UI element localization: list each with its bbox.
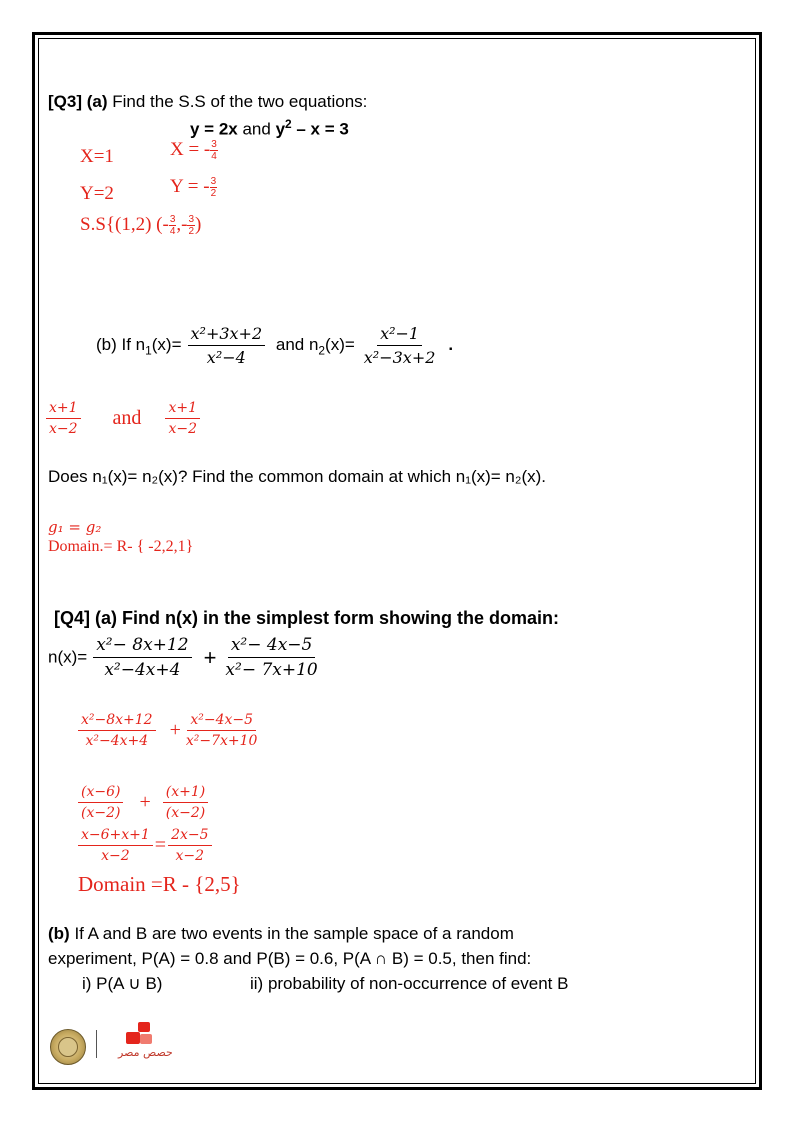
q4-step2-plus: + — [139, 791, 151, 813]
q3b-mid2: (x)= — [325, 334, 355, 354]
logo-divider — [96, 1030, 97, 1058]
q4-step1 — [78, 712, 260, 749]
q3b-ans-num1: x+1 — [46, 400, 81, 419]
q4-plus: + — [203, 644, 217, 670]
q4b-line2: experiment, P(A) = 0.8 and P(B) = 0.6, P(A ∩ B) = 0.5, then find: — [48, 949, 532, 968]
q3b-ans-frac2 — [165, 400, 200, 437]
q3-ans-ss — [80, 214, 201, 237]
q4-step1-num2: x²−4x−5 — [187, 712, 256, 731]
q3-ans-ss-frac2 — [187, 214, 195, 237]
q4-step3-num1: x−6+x+1 — [78, 827, 153, 846]
q4-step1-den1: x²−4x+4 — [85, 733, 149, 749]
q3-ans-ss-n1: 3 — [169, 214, 176, 226]
q3b-ans-and: and — [112, 407, 142, 429]
q4-term2 — [222, 635, 320, 680]
q3b-ans-den1: x−2 — [49, 421, 78, 437]
q3b-sub2: 2 — [318, 343, 326, 358]
q3-ans-y2-frac — [210, 176, 218, 199]
brand-square-icon — [126, 1032, 140, 1044]
q4-step2-den1: (x−2) — [81, 805, 121, 821]
q4b-part-i: i) P(A ∪ B) — [82, 974, 163, 993]
q3-prompt: Find the S.S of the two equations: — [107, 92, 368, 111]
q4-step3-frac1 — [78, 827, 153, 864]
q3b-domain: Domain.= R- { -2,2,1} — [48, 538, 194, 555]
q3-equations — [190, 117, 349, 140]
q4-term1 — [93, 635, 191, 680]
brand-text: حصص مصر — [118, 1046, 173, 1059]
brand-square-icon — [138, 1022, 150, 1032]
q3b-ans-frac1 — [46, 400, 81, 437]
q3-ans-ss-suffix: ) — [195, 214, 202, 235]
q4-domain: Domain =R - {2,5} — [78, 872, 241, 896]
q4-expression — [48, 635, 321, 680]
q3-ans-y2 — [170, 176, 217, 199]
q4-step3-frac2 — [168, 827, 211, 864]
q4-step2-frac2 — [163, 784, 208, 821]
q4-step1-plus: + — [169, 719, 181, 741]
q4-step1-num1: x²−8x+12 — [78, 712, 156, 731]
q3b-n2-fraction — [361, 324, 439, 367]
q3b-statement — [96, 324, 453, 367]
q4b-line1 — [48, 924, 514, 944]
q4-term1-den: x²−4x+4 — [104, 660, 181, 680]
q3-eq-a: y = 2x — [190, 119, 238, 139]
q3b-dot: . — [448, 334, 454, 354]
q3-ans-x2 — [170, 139, 218, 162]
q3-ans-ss-d2: 2 — [188, 226, 195, 238]
q4-heading: [Q4] (a) Find n(x) in the simplest form showing the domain: — [54, 608, 560, 628]
q3b-n2-num: x²−1 — [377, 324, 422, 346]
q4-step1-frac1 — [78, 712, 156, 749]
q3b-n1-num: x²+3x+2 — [188, 324, 266, 346]
q4-term2-num: x²− 4x−5 — [228, 635, 316, 658]
q3-ans-y2-prefix: Y = - — [170, 176, 210, 197]
q3-ans-ss-mid: ,- — [176, 214, 188, 235]
ministry-seal-icon — [50, 1029, 86, 1065]
q4-n-label: n(x)= — [48, 647, 88, 667]
q3-heading — [48, 92, 367, 112]
q3-ans-ss-d1: 4 — [169, 226, 176, 238]
q3b-sub1: 1 — [145, 343, 152, 358]
q3-label: [Q3] (a) — [48, 92, 108, 111]
brand-square-icon — [140, 1034, 152, 1044]
q3b-ans-den2: x−2 — [168, 421, 197, 437]
q4-step3-equals: = — [154, 834, 167, 856]
q4-step3-den2: x−2 — [175, 848, 205, 864]
q3b-answer — [46, 400, 200, 437]
q3b-ans-num2: x+1 — [165, 400, 200, 419]
q3-eq-b-rest: – x = 3 — [291, 119, 349, 139]
q3-ans-x2-den: 4 — [211, 151, 217, 163]
q3-eq-b-y: y — [275, 119, 286, 139]
q4-step2-den2: (x−2) — [165, 805, 206, 821]
q4-step3-num2: 2x−5 — [168, 827, 211, 846]
brand-logo — [110, 1022, 176, 1062]
q4b-label: (b) — [48, 924, 70, 943]
q4-term2-den: x²− 7x+10 — [225, 660, 318, 680]
q3-ans-ss-prefix: S.S{(1,2) (- — [80, 214, 169, 235]
q3b-n1-den: x²−4 — [206, 348, 246, 367]
q4-step2-num2: (x+1) — [163, 784, 208, 803]
q4-step1-frac2 — [183, 712, 261, 749]
q3-ans-x2-frac — [210, 139, 218, 162]
q4-step3 — [78, 827, 212, 864]
q3-ans-y2-num: 3 — [210, 176, 217, 188]
q3-eq-b-exp: 2 — [285, 117, 292, 131]
q3-ans-x1: X=1 — [80, 146, 114, 167]
q3-ans-y1: Y=2 — [80, 183, 114, 204]
q3b-question: Does n₁(x)= n₂(x)? Find the common domain at which n₁(x)= n₂(x). — [48, 467, 547, 486]
q3-ans-x2-num: 3 — [211, 139, 217, 151]
q3-ans-ss-n2: 3 — [188, 214, 195, 226]
q4-term1-num: x²− 8x+12 — [93, 635, 191, 658]
q4b-line1-text: If A and B are two events in the sample space of a random — [69, 924, 514, 943]
q3b-and: and n — [271, 334, 319, 354]
q3-ans-x2-prefix: X = - — [170, 139, 211, 160]
q4-step3-den1: x−2 — [101, 848, 130, 864]
q4b-part-ii: ii) probability of non-occurrence of event B — [250, 974, 569, 993]
q4-step2-num1: (x−6) — [78, 784, 123, 803]
q4-step1-den2: x²−7x+10 — [185, 733, 258, 749]
q3b-n1-fraction — [188, 324, 266, 367]
q4-step2-frac1 — [78, 784, 123, 821]
q4-step2 — [78, 784, 208, 821]
q3b-g-equality: g₁ = g₂ — [48, 518, 102, 536]
q3-ans-y2-den: 2 — [210, 188, 217, 200]
q3b-mid1: (x)= — [151, 334, 182, 354]
q3b-n2-den: x²−3x+2 — [363, 348, 436, 367]
q3-eq-and: and — [237, 119, 276, 139]
q3b-prefix: (b) If n — [96, 334, 146, 354]
